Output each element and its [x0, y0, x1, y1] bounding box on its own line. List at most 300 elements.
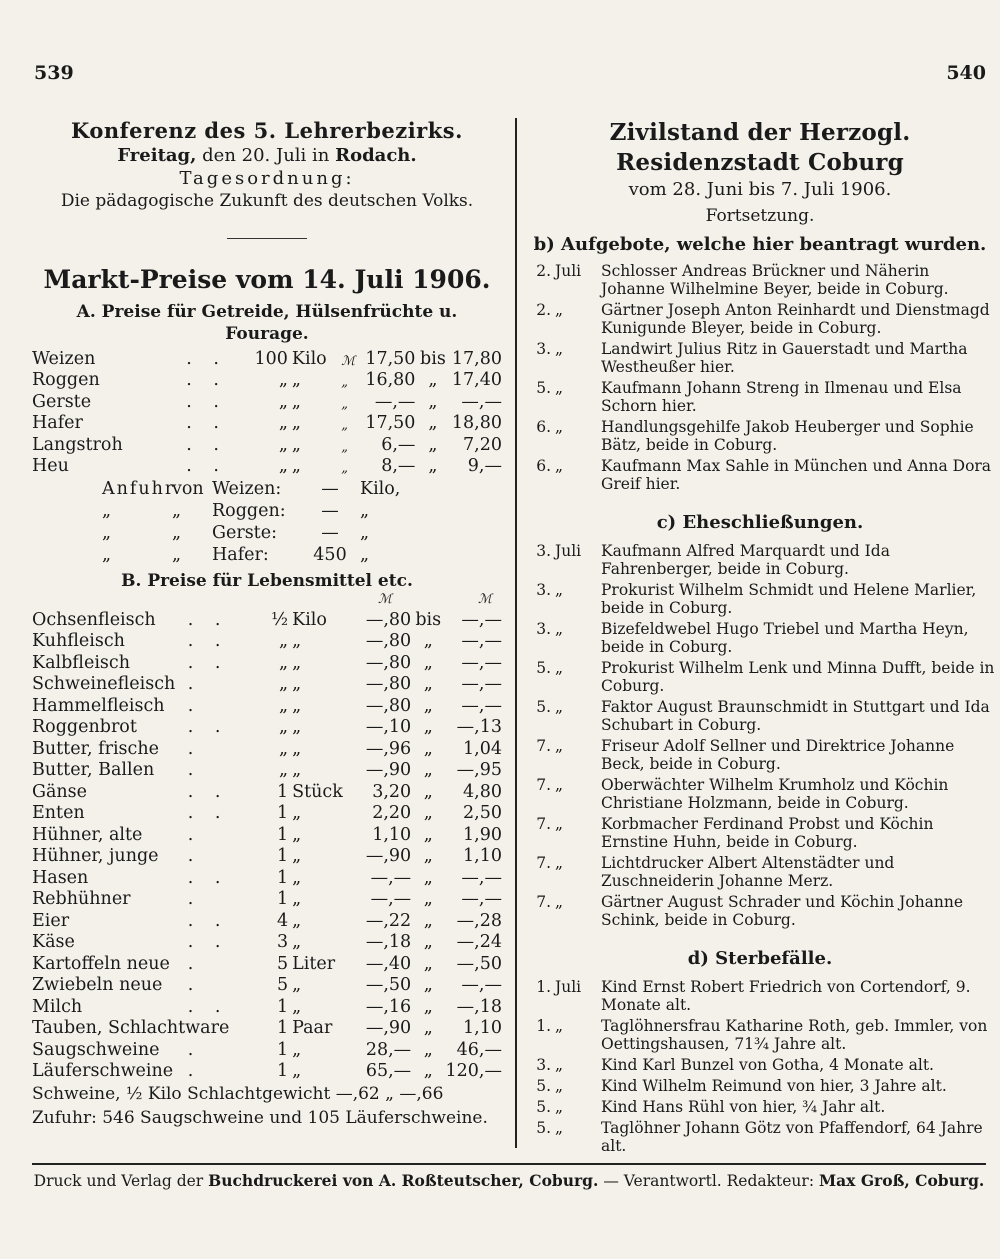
item-name: Hühner, alte	[32, 824, 143, 845]
price-high: 18,80	[451, 413, 502, 433]
entry-day: 1.	[536, 978, 551, 996]
item-name: Schweinefleisch	[32, 674, 176, 694]
price-to: „	[423, 738, 433, 759]
price-low: —,96	[365, 738, 412, 759]
price-high: —,—	[461, 695, 502, 716]
entry-text: Kind Hans Rühl von hier, ¾ Jahr alt.	[601, 1098, 886, 1116]
currency-header	[32, 592, 502, 608]
item-name: Rebhühner	[32, 889, 131, 909]
entry-day: 3.	[536, 542, 551, 560]
price-to: „	[423, 717, 433, 737]
price-low: —,90	[365, 1018, 412, 1038]
price-high: 17,80	[451, 348, 502, 369]
quantity: „	[279, 695, 289, 716]
entry-text: Gärtner Joseph Anton Reinhardt und Dienstmagd Kunigunde Bleyer, beide in Coburg.	[601, 301, 990, 337]
register-entry	[525, 854, 995, 890]
register-entry	[525, 457, 995, 493]
leader-dots: . .	[186, 348, 227, 369]
item-name: Milch	[32, 996, 83, 1017]
item-name: Tauben, Schlachtware	[32, 1018, 230, 1038]
currency-spacer	[343, 909, 365, 931]
entry-month: „	[555, 301, 564, 319]
unit: Liter	[292, 953, 336, 974]
anfuhr-cell: „	[172, 501, 182, 521]
entry-day: 2.	[536, 262, 551, 280]
price-row	[32, 888, 502, 910]
price-to: „	[423, 953, 433, 974]
currency-spacer	[343, 931, 365, 953]
entry-day: 3.	[536, 581, 551, 599]
quantity: 5	[276, 975, 289, 995]
leader-dots: . .	[187, 932, 229, 952]
price-high: 7,20	[463, 434, 502, 455]
price-low: —,—	[374, 391, 416, 412]
currency-spacer	[343, 780, 365, 802]
price-row	[32, 433, 502, 455]
imprint-pre: Druck und Verlag der	[33, 1172, 209, 1190]
price-row	[32, 780, 502, 802]
price-to: „	[423, 803, 433, 823]
currency-spacer	[343, 737, 365, 759]
item-name: Gerste	[32, 391, 92, 412]
right-column	[525, 118, 995, 1158]
leader-dots: .	[187, 824, 202, 845]
quantity: „	[279, 760, 289, 780]
price-to: „	[428, 434, 438, 455]
item-name: Kartoffeln neue	[32, 953, 170, 974]
unit: „	[291, 456, 301, 476]
unit: Stück	[292, 781, 343, 802]
unit: „	[291, 391, 301, 412]
price-to: „	[428, 413, 438, 433]
leader-dots: . .	[187, 609, 229, 630]
leader-dots: . .	[187, 717, 229, 737]
entry-day: 5.	[536, 379, 551, 397]
price-high: 9,—	[467, 456, 502, 476]
section-rule	[227, 238, 307, 239]
item-name: Roggenbrot	[32, 717, 137, 737]
unit: „	[292, 867, 302, 888]
leader-dots: . .	[187, 996, 229, 1017]
anfuhr-cell: 450	[313, 545, 347, 565]
entry-month: „	[555, 1077, 564, 1095]
entry-text: Kaufmann Max Sahle in München und Anna Dora Greif hier.	[601, 457, 992, 493]
price-low: —,50	[365, 975, 412, 995]
price-row	[32, 995, 502, 1017]
currency-spacer	[343, 802, 365, 824]
price-low: —,22	[365, 910, 412, 931]
currency-spacer	[343, 694, 365, 716]
currency-spacer	[343, 759, 365, 781]
imprint-mid: — Verantwortl. Redakteur:	[598, 1172, 819, 1190]
quantity: „	[278, 413, 288, 433]
entry-day: 3.	[536, 340, 551, 358]
entry-day: 6.	[536, 457, 551, 475]
entry-day: 5.	[536, 1077, 551, 1095]
continued-label: Fortsetzung.	[705, 206, 815, 226]
leader-dots: .	[187, 889, 202, 909]
entry-month: „	[555, 1119, 564, 1137]
item-name: Hühner, junge	[32, 846, 159, 866]
entry-text: Taglöhnersfrau Katharine Roth, geb. Immler, von Oettingshausen, 71¾ Jahre alt.	[601, 1017, 988, 1053]
price-row	[32, 1038, 502, 1060]
item-name: Läuferschweine	[32, 1061, 174, 1081]
currency-spacer	[343, 608, 365, 630]
price-high: 2,50	[463, 803, 502, 823]
markt-title: Markt-Preise vom 14. Juli 1906.	[43, 265, 491, 294]
register-entry	[525, 581, 995, 617]
currency-spacer	[343, 823, 365, 845]
currency-spacer	[343, 651, 365, 673]
item-name: Hammelfleisch	[32, 695, 165, 716]
entry-day: 7.	[536, 776, 551, 794]
entry-month: „	[555, 893, 564, 911]
price-low: —,—	[370, 889, 412, 909]
price-to: „	[423, 781, 433, 802]
price-high: —,18	[456, 996, 502, 1017]
price-high: 46,—	[456, 1039, 502, 1060]
register-entry	[525, 1077, 995, 1095]
price-low: —,80	[365, 609, 412, 630]
agenda-label: Tagesordnung:	[179, 168, 355, 189]
register-entry	[525, 776, 995, 812]
price-high: —,—	[461, 631, 502, 651]
item-name: Gänse	[32, 781, 88, 802]
register-entry	[525, 340, 995, 376]
quantity: 1	[276, 996, 289, 1017]
entry-text: Lichtdrucker Albert Altenstädter und Zuschneiderin Johanne Merz.	[601, 854, 895, 890]
quantity: „	[278, 370, 288, 390]
leader-dots: .	[187, 846, 202, 866]
register-entry	[525, 978, 995, 1014]
item-name: Ochsenfleisch	[32, 609, 156, 630]
register-entry	[525, 262, 995, 298]
price-row	[32, 455, 502, 477]
price-row	[32, 866, 502, 888]
leader-dots: . .	[187, 910, 229, 931]
price-to: „	[428, 391, 438, 412]
register-entry	[525, 542, 995, 578]
price-high: 120,—	[445, 1061, 502, 1081]
entry-month: „	[555, 698, 564, 716]
konferenz-date-rest: den 20. Juli in	[196, 145, 336, 166]
price-row	[32, 608, 502, 630]
unit: „	[291, 413, 301, 433]
price-to: bis	[415, 609, 442, 630]
entry-month: „	[555, 620, 564, 638]
anfuhr-row	[32, 478, 502, 500]
entry-day: 2.	[536, 301, 551, 319]
imprint-editor: Max Groß, Coburg.	[818, 1171, 985, 1190]
leader-dots: . .	[186, 456, 227, 476]
price-low: —,90	[365, 846, 412, 866]
entry-day: 5.	[536, 1119, 551, 1137]
price-row	[32, 694, 502, 716]
entry-month: „	[555, 581, 564, 599]
price-low: —,—	[370, 867, 412, 888]
quantity: 1	[276, 824, 289, 845]
price-to: „	[423, 975, 433, 995]
price-row	[32, 909, 502, 931]
price-row	[32, 974, 502, 996]
quantity: 1	[276, 803, 289, 823]
currency-symbol-1: ℳ	[378, 592, 392, 607]
konferenz-date	[32, 144, 502, 167]
column-divider	[515, 118, 517, 1148]
price-to: „	[423, 910, 433, 931]
quantity: 1	[276, 846, 289, 866]
item-name: Kalbfleisch	[32, 652, 130, 673]
price-low: —,90	[365, 760, 412, 780]
currency-spacer	[343, 1038, 365, 1060]
unit: „	[292, 996, 302, 1017]
currency: „	[341, 396, 349, 412]
register-entry	[525, 815, 995, 851]
register-entry	[525, 418, 995, 454]
section-b-heading: B. Preise für Lebensmittel etc.	[121, 571, 413, 591]
entry-text: Oberwächter Wilhelm Krumholz und Köchin Christiane Holzmann, beide in Coburg.	[601, 776, 949, 812]
imprint-printer: Buchdruckerei von A. Roßteutscher, Coburg.	[208, 1171, 599, 1190]
quantity: 1	[276, 867, 289, 888]
price-low: —,16	[365, 996, 412, 1017]
konferenz-place: Rodach.	[335, 145, 417, 166]
register-entry	[525, 737, 995, 773]
entry-month: „	[555, 659, 564, 677]
quantity: ½	[271, 609, 289, 630]
entry-day: 3.	[536, 620, 551, 638]
unit: „	[292, 932, 302, 952]
price-row	[32, 630, 502, 652]
entry-text: Kaufmann Alfred Marquardt und Ida Fahrenberger, beide in Coburg.	[601, 542, 890, 578]
anfuhr-cell: —	[321, 501, 339, 521]
anfuhr-row	[32, 522, 502, 544]
anfuhr-cell: —	[321, 523, 339, 543]
quantity: „	[279, 674, 289, 694]
entry-text: Kaufmann Johann Streng in Ilmenau und Elsa Schorn hier.	[601, 379, 962, 415]
leader-dots: .	[187, 975, 202, 995]
item-name: Hafer	[32, 413, 83, 433]
entry-day: 1.	[536, 1017, 551, 1035]
unit: Paar	[292, 1018, 333, 1038]
entry-month: „	[555, 854, 564, 872]
anfuhr-cell: Kilo,	[360, 479, 401, 499]
anfuhr-row	[32, 500, 502, 522]
anfuhr-cell: Roggen:	[212, 501, 286, 521]
price-row	[32, 802, 502, 824]
item-name: Käse	[32, 932, 75, 952]
price-row	[32, 952, 502, 974]
item-name: Butter, frische	[32, 738, 159, 759]
entry-month: „	[555, 1017, 564, 1035]
price-low: 3,20	[372, 781, 412, 802]
entry-month: „	[555, 737, 564, 755]
entry-text: Faktor August Braunschmidt in Stuttgart und Ida Schubart in Coburg.	[601, 698, 990, 734]
price-row	[32, 673, 502, 695]
entry-text: Kind Ernst Robert Friedrich von Cortendorf, 9. Monate alt.	[601, 978, 971, 1014]
unit: „	[292, 631, 302, 651]
currency: „	[341, 461, 349, 476]
section-b-aufgebote: b) Aufgebote, welche hier beantragt wurden.	[533, 234, 987, 255]
unit: „	[292, 1039, 302, 1060]
entry-month: „	[555, 776, 564, 794]
zufuhr-line: Zufuhr: 546 Saugschweine und 105 Läuferschweine.	[32, 1108, 488, 1128]
food-price-table	[32, 608, 502, 1081]
price-high: —,24	[456, 932, 502, 952]
unit: „	[292, 738, 302, 759]
entry-text: Korbmacher Ferdinand Probst und Köchin Ernstine Huhn, beide in Coburg.	[601, 815, 934, 851]
unit: „	[292, 846, 302, 866]
entry-day: 5.	[536, 1098, 551, 1116]
unit: Kilo	[291, 348, 327, 369]
entry-text: Prokurist Wilhelm Schmidt und Helene Marlier, beide in Coburg.	[601, 581, 977, 617]
price-to: bis	[420, 348, 446, 369]
price-to: „	[428, 456, 438, 476]
entry-day: 7.	[536, 815, 551, 833]
leader-dots: . .	[186, 413, 227, 433]
anfuhr-block	[32, 478, 502, 566]
price-low: 65,—	[365, 1061, 412, 1081]
anfuhr-row	[32, 544, 502, 566]
konferenz-day: Freitag,	[117, 145, 197, 166]
price-low: 28,—	[365, 1039, 412, 1060]
entry-day: 3.	[536, 1056, 551, 1074]
price-high: —,—	[461, 867, 502, 888]
section-d-tod: d) Sterbefälle.	[687, 948, 833, 969]
item-name: Eier	[32, 910, 70, 931]
entry-day: 7.	[536, 737, 551, 755]
price-low: 6,—	[381, 434, 416, 455]
leader-dots: . .	[186, 434, 227, 455]
entry-text: Schlosser Andreas Brückner und Näherin Johanne Wilhelmine Beyer, beide in Coburg.	[601, 262, 949, 298]
unit: „	[292, 717, 302, 737]
anfuhr-cell: —	[321, 479, 339, 499]
quantity: „	[279, 717, 289, 737]
leader-dots: .	[187, 695, 202, 716]
anfuhr-cell: Anfuhr	[102, 479, 176, 499]
entry-month: „	[555, 457, 564, 475]
section-a-heading: A. Preise für Getreide, Hülsenfrüchte u. Fourage.	[76, 302, 458, 344]
anfuhr-cell: „	[102, 501, 112, 521]
price-row	[32, 412, 502, 434]
price-to: „	[423, 695, 433, 716]
price-low: —,10	[365, 717, 412, 737]
footer-rule	[32, 1163, 986, 1165]
price-to: „	[423, 1039, 433, 1060]
unit: „	[292, 652, 302, 673]
unit: „	[292, 760, 302, 780]
register-entry	[525, 1017, 995, 1053]
price-to: „	[423, 760, 433, 780]
currency-symbol-2: ℳ	[478, 592, 492, 607]
unit: Kilo	[292, 609, 327, 630]
price-low: 17,50	[365, 413, 416, 433]
price-low: 2,20	[372, 803, 412, 823]
zivilstand-title: Zivilstand der Herzogl. Residenzstadt Coburg	[609, 119, 911, 176]
currency-spacer	[343, 673, 365, 695]
register-entry	[525, 659, 995, 695]
price-high: 17,40	[451, 370, 502, 390]
item-name: Weizen	[32, 348, 96, 369]
price-high: 1,04	[463, 738, 502, 759]
anfuhr-cell: „	[360, 501, 370, 521]
leader-dots: . .	[187, 867, 229, 888]
currency: „	[341, 439, 349, 455]
register-entry	[525, 379, 995, 415]
anfuhr-cell: „	[102, 545, 112, 565]
price-low: —,80	[365, 652, 412, 673]
entry-day: 7.	[536, 854, 551, 872]
page-number-left: 539	[34, 62, 74, 84]
price-low: —,80	[365, 674, 412, 694]
currency: „	[341, 418, 349, 433]
unit: „	[291, 370, 301, 390]
price-row	[32, 716, 502, 738]
unit: „	[292, 975, 302, 995]
price-to: „	[423, 631, 433, 651]
entry-text: Landwirt Julius Ritz in Gauerstadt und Martha Westheußer hier.	[601, 340, 968, 376]
currency-spacer	[343, 1060, 365, 1082]
entry-month: „	[555, 418, 564, 436]
price-high: —,95	[456, 760, 502, 780]
price-to: „	[423, 652, 433, 673]
currency-spacer	[343, 995, 365, 1017]
leader-dots: . .	[187, 781, 229, 802]
price-to: „	[423, 996, 433, 1017]
leader-dots: . .	[186, 370, 227, 390]
price-high: —,—	[461, 975, 502, 995]
unit: „	[292, 674, 302, 694]
unit: „	[291, 434, 301, 455]
entry-month: „	[555, 815, 564, 833]
currency-spacer	[343, 888, 365, 910]
price-row	[32, 845, 502, 867]
anfuhr-cell: Gerste:	[212, 523, 277, 543]
entry-text: Handlungsgehilfe Jakob Heuberger und Sophie Bätz, beide in Coburg.	[601, 418, 974, 454]
entry-text: Bizefeldwebel Hugo Triebel und Martha Heyn, beide in Coburg.	[601, 620, 969, 656]
price-high: —,—	[461, 391, 502, 412]
price-high: —,—	[461, 609, 502, 630]
price-low: 17,50	[365, 348, 416, 369]
currency-spacer	[343, 866, 365, 888]
section-c-ehe: c) Eheschließungen.	[656, 512, 864, 533]
price-row	[32, 737, 502, 759]
anfuhr-cell: Hafer:	[212, 545, 269, 565]
quantity: 1	[276, 1018, 289, 1038]
entry-text: Kind Wilhelm Reimund von hier, 3 Jahre alt.	[601, 1077, 947, 1095]
price-to: „	[423, 1061, 433, 1081]
tod-list	[525, 978, 995, 1155]
entry-text: Friseur Adolf Sellner und Direktrice Johanne Beck, beide in Coburg.	[601, 737, 955, 773]
price-high: —,28	[456, 910, 502, 931]
entry-day: 6.	[536, 418, 551, 436]
leader-dots: .	[187, 738, 202, 759]
entry-day: 7.	[536, 893, 551, 911]
entry-text: Taglöhner Johann Götz von Pfaffendorf, 64 Jahre alt.	[601, 1119, 983, 1155]
price-high: 1,10	[463, 846, 502, 866]
currency: „	[341, 375, 349, 390]
entry-month: „	[555, 340, 564, 358]
price-high: —,—	[461, 889, 502, 909]
price-low: 8,—	[381, 456, 416, 476]
imprint	[32, 1171, 986, 1191]
quantity: „	[278, 391, 288, 412]
price-low: —,80	[365, 695, 412, 716]
quantity: 3	[276, 932, 289, 952]
entry-day: 5.	[536, 659, 551, 677]
price-row	[32, 651, 502, 673]
price-high: 1,90	[463, 824, 502, 845]
agenda-text: Die pädagogische Zukunft des deutschen Volks.	[60, 191, 474, 211]
